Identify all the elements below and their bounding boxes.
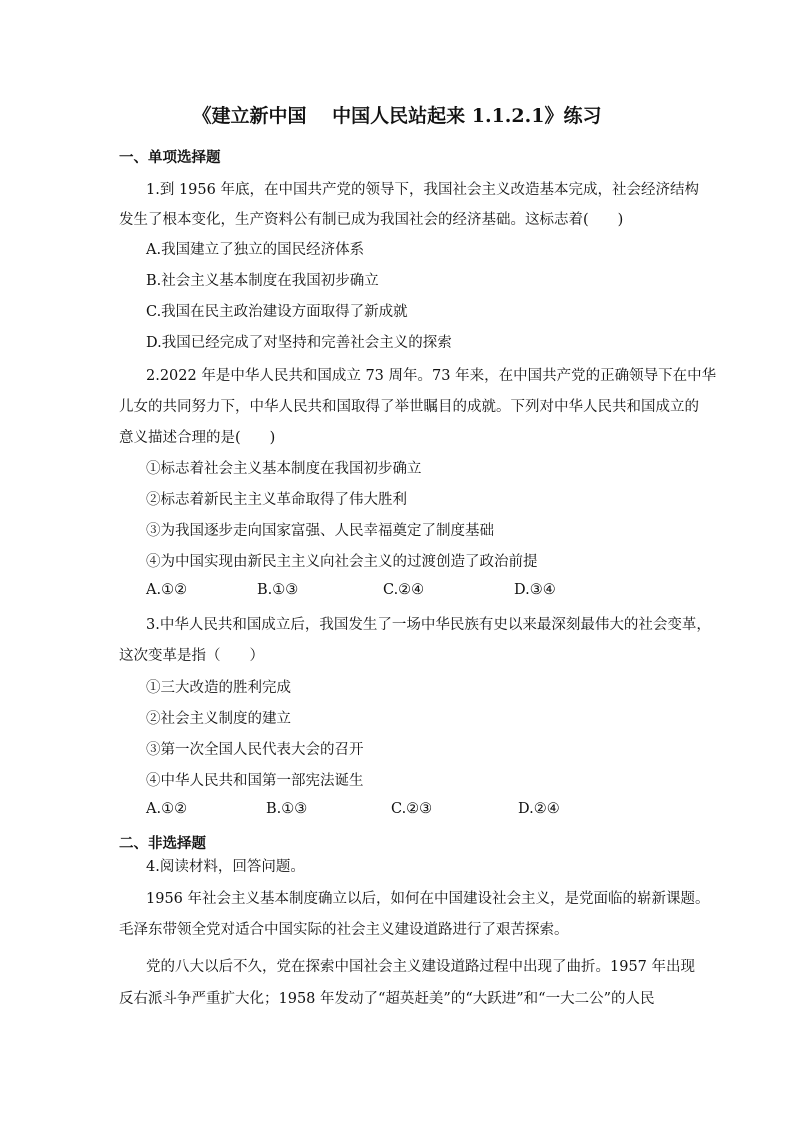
question-1-option-c: C.我国在民主政治建设方面取得了新成就 [146,304,408,320]
question-1-option-b: B.社会主义基本制度在我国初步确立 [146,273,379,289]
question-2-item-1: ①标志着社会主义基本制度在我国初步确立 [146,461,422,477]
question-3-choice-b: B.①③ [266,801,308,817]
question-3-item-4: ④中华人民共和国第一部宪法诞生 [146,773,364,789]
section-heading-single-choice: 一、单项选择题 [119,149,221,166]
section-heading-non-choice: 二、非选择题 [119,835,206,852]
question-3-text-line-2: 这次变革是指（ ） [119,648,264,664]
question-1-text-line-1: 1.到 1956 年底，在中国共产党的领导下，我国社会主义改造基本完成，社会经济结构 [146,182,699,198]
question-3-item-3: ③第一次全国人民代表大会的召开 [146,742,364,758]
question-2-text-line-1: 2.2022 年是中华人民共和国成立 73 周年。73 年来，在中国共产党的正确领导下在中华 [146,368,717,384]
question-3-choice-a: A.①② [146,801,188,817]
material-paragraph-2-line-2: 反右派斗争严重扩大化；1958 年发动了“超英赶美”的“大跃进”和“一大二公”的人民 [119,991,655,1007]
question-2-text-line-3: 意义描述合理的是( ) [119,430,276,446]
question-3-text-line-1: 3.中华人民共和国成立后，我国发生了一场中华民族有史以来最深刻最伟大的社会变革， [146,617,711,633]
question-4-text: 4.阅读材料，回答问题。 [146,859,305,875]
question-1-option-a: A.我国建立了独立的国民经济体系 [146,242,365,258]
question-1-option-d: D.我国已经完成了对坚持和完善社会主义的探索 [146,335,452,351]
question-2-choice-d: D.③④ [514,582,556,598]
material-paragraph-1-line-1: 1956 年社会主义基本制度确立以后，如何在中国建设社会主义，是党面临的崭新课题。 [146,891,710,907]
question-3-item-2: ②社会主义制度的建立 [146,711,291,727]
page-title: 《建立新中国 中国人民站起来 1.1.2.1》练习 [192,105,602,127]
material-paragraph-1-line-2: 毛泽东带领全党对适合中国实际的社会主义建设道路进行了艰苦探索。 [119,922,569,938]
question-2-choice-b: B.①③ [257,582,299,598]
question-2-text-line-2: 儿女的共同努力下，中华人民共和国取得了举世瞩目的成就。下列对中华人民共和国成立的 [119,399,699,415]
question-2-item-2: ②标志着新民主主义革命取得了伟大胜利 [146,492,407,508]
question-2-item-3: ③为我国逐步走向国家富强、人民幸福奠定了制度基础 [146,523,494,539]
question-3-item-1: ①三大改造的胜利完成 [146,680,291,696]
question-1-text-line-2: 发生了根本变化，生产资料公有制已成为我国社会的经济基础。这标志着( ) [119,212,624,228]
question-2-choice-c: C.②④ [383,582,425,598]
question-2-choice-a: A.①② [146,582,188,598]
material-paragraph-2-line-1: 党的八大以后不久，党在探索中国社会主义建设道路过程中出现了曲折。1957 年出现 [146,959,696,975]
question-3-choice-c: C.②③ [391,801,433,817]
question-2-item-4: ④为中国实现由新民主主义向社会主义的过渡创造了政治前提 [146,554,538,570]
question-3-choice-d: D.②④ [518,801,560,817]
